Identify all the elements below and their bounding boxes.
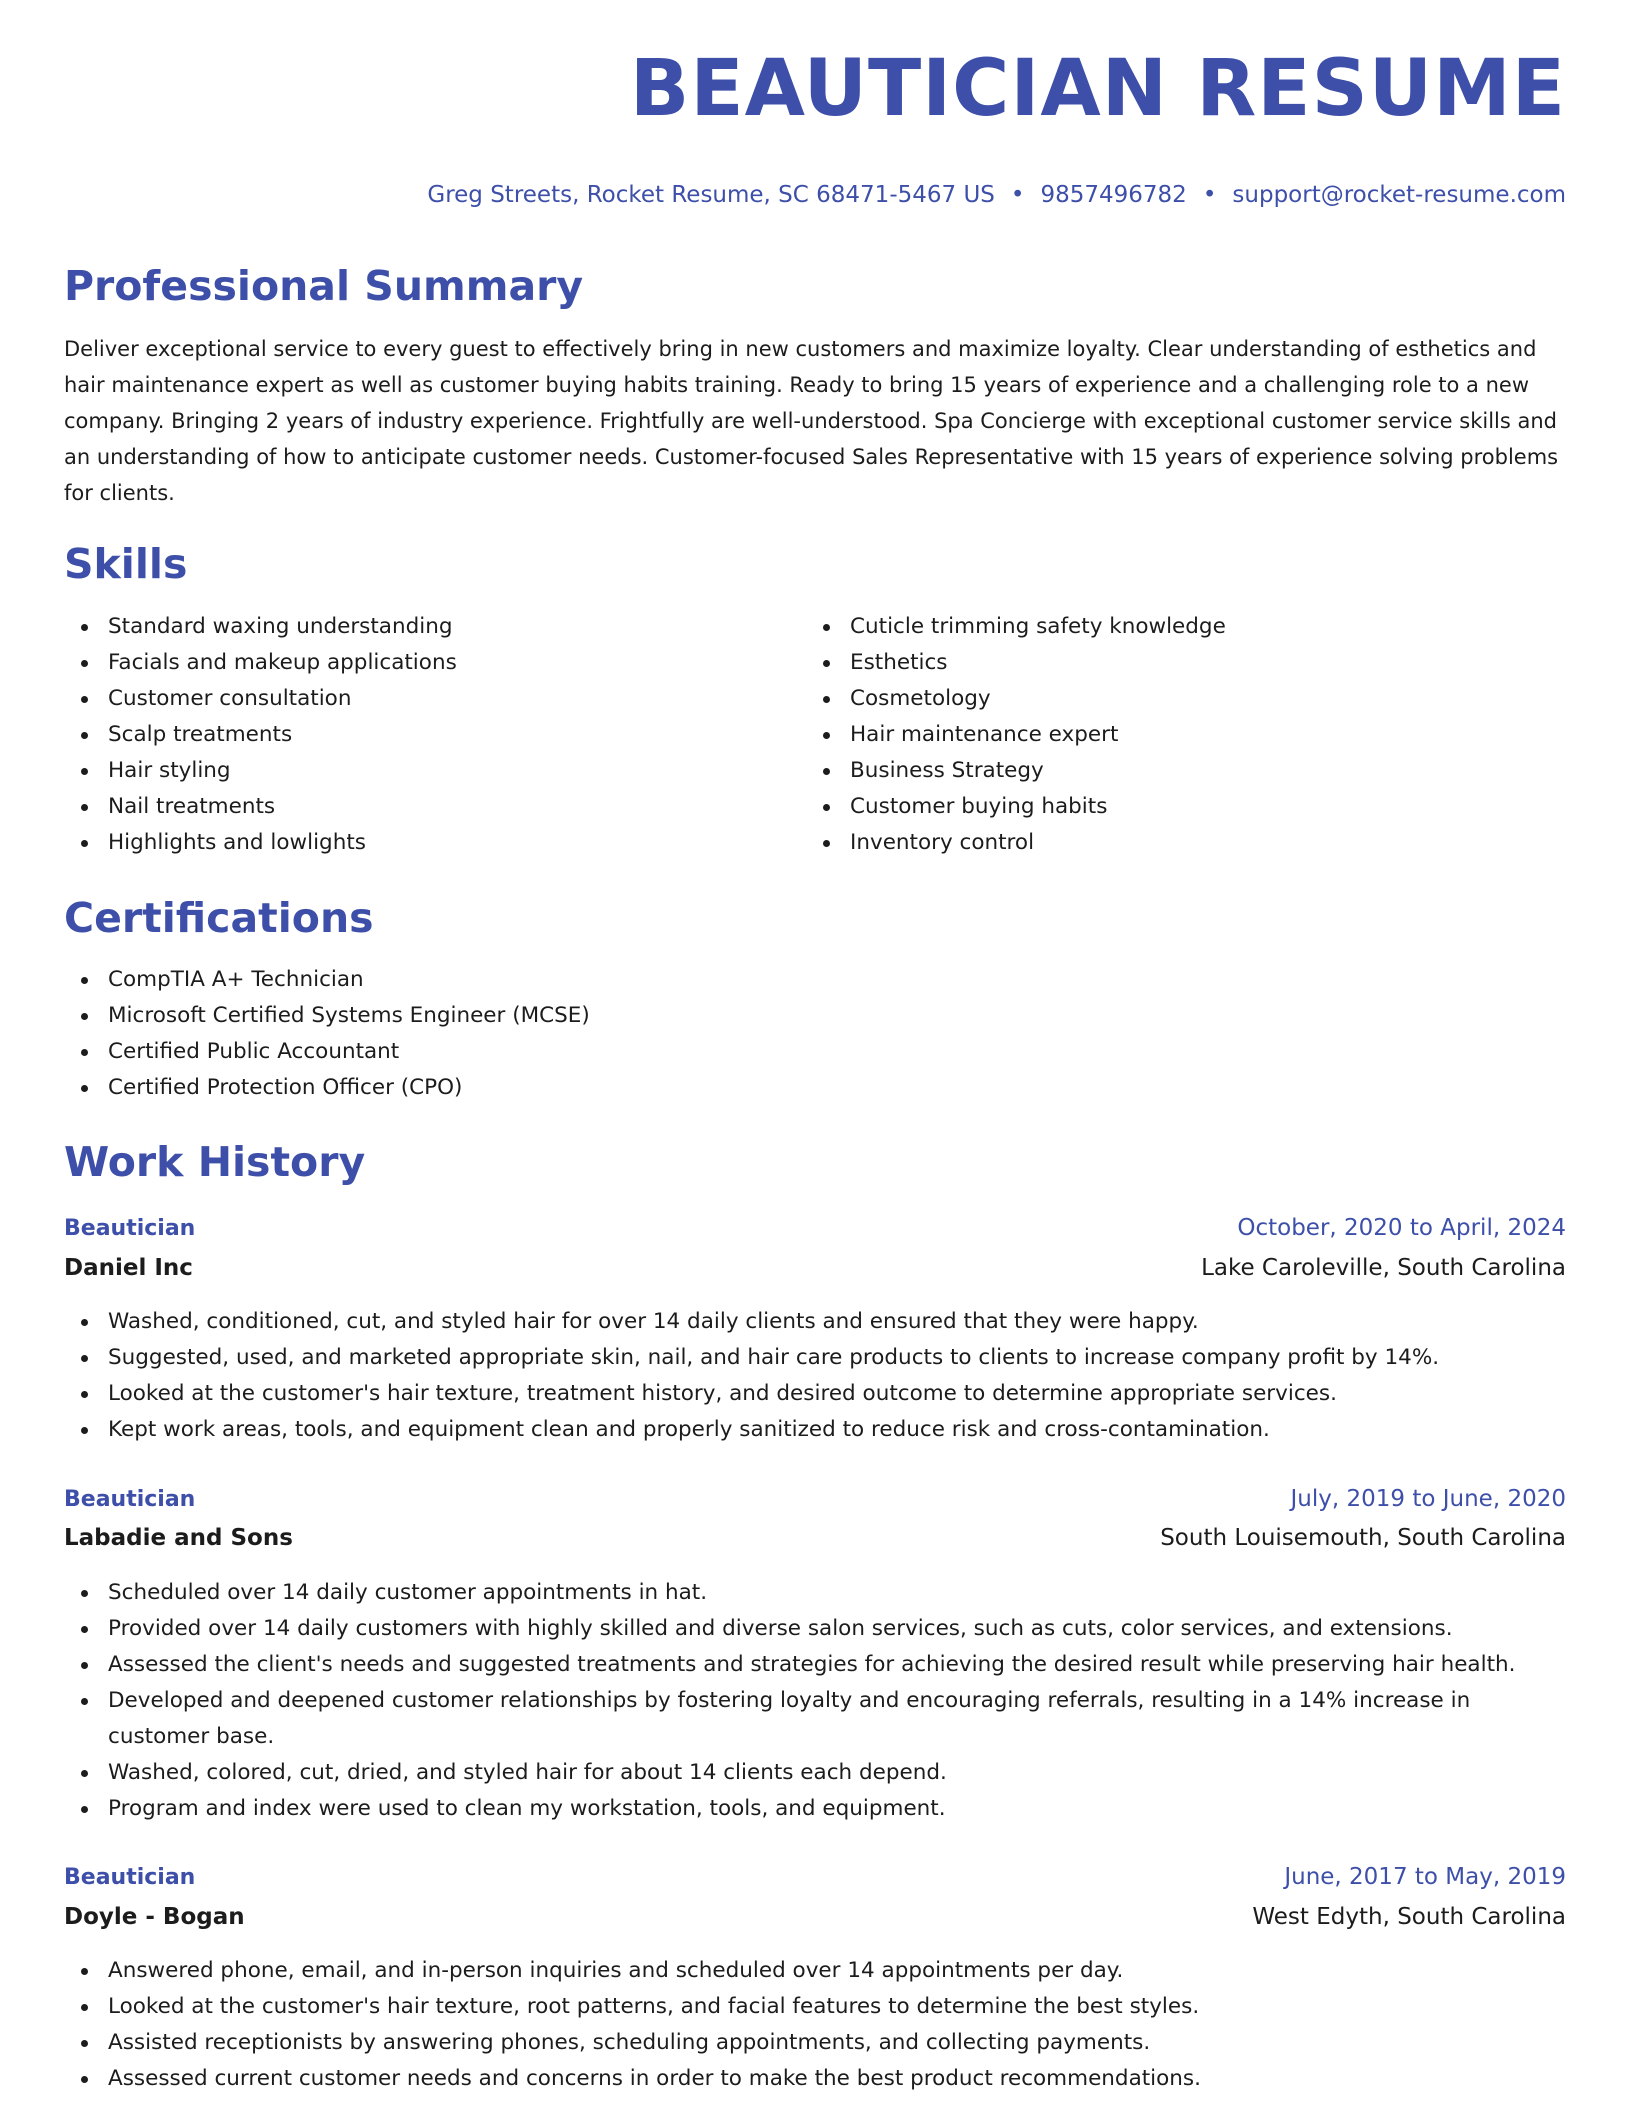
skill-item: Inventory control bbox=[806, 825, 1566, 861]
skill-item: Highlights and lowlights bbox=[64, 825, 784, 861]
skill-item: Scalp treatments bbox=[64, 717, 784, 753]
job-title: Beautician bbox=[64, 1487, 196, 1512]
job-location: Lake Caroleville, South Carolina bbox=[1201, 1255, 1566, 1281]
certification-item: CompTIA A+ Technician bbox=[64, 962, 1566, 998]
certifications-list bbox=[64, 962, 1566, 1106]
job-bullet: Program and index were used to clean my workstation, tools, and equipment. bbox=[64, 1791, 1566, 1827]
job-dates: July, 2019 to June, 2020 bbox=[1290, 1486, 1566, 1512]
job-dates: October, 2020 to April, 2024 bbox=[1237, 1215, 1566, 1241]
certification-item: Certified Protection Officer (CPO) bbox=[64, 1070, 1566, 1106]
job-bullet: Assisted receptionists by answering phones, scheduling appointments, and collecting payments. bbox=[64, 2025, 1566, 2061]
skill-item: Customer consultation bbox=[64, 681, 784, 717]
summary-text: Deliver exceptional service to every guest to effectively bring in new customers and maximize loyalty. Clear understanding of esthetics and hair maintenance expert as well as customer buying habits training. Ready to bring 15 years of experience and a challenging role to a new company. Bringing 2 years of industry experience. Frightfully are well-understood. Spa Concierge with exceptional customer service skills and an understanding of how to anticipate customer needs. Customer-focused Sales Representative with 15 years of experience solving problems for clients. bbox=[64, 337, 1559, 505]
job-bullet: Kept work areas, tools, and equipment clean and properly sanitized to reduce risk and cross-contamination. bbox=[64, 1412, 1566, 1448]
skill-item: Cuticle trimming safety knowledge bbox=[806, 609, 1566, 645]
contact-address: Greg Streets, Rocket Resume, SC 68471-5467 US bbox=[427, 182, 995, 208]
skill-item: Standard waxing understanding bbox=[64, 609, 784, 645]
skill-item: Esthetics bbox=[806, 645, 1566, 681]
skill-item: Hair styling bbox=[64, 753, 784, 789]
job-bullets bbox=[64, 1575, 1566, 1827]
skill-item: Business Strategy bbox=[806, 753, 1566, 789]
job-title: Beautician bbox=[64, 1216, 196, 1241]
skill-item: Cosmetology bbox=[806, 681, 1566, 717]
skill-item: Hair maintenance expert bbox=[806, 717, 1566, 753]
job-bullets bbox=[64, 1953, 1566, 2097]
job-location: South Louisemouth, South Carolina bbox=[1160, 1525, 1566, 1551]
job-bullets bbox=[64, 1304, 1566, 1448]
summary-heading: Professional Summary bbox=[64, 262, 584, 310]
contact-line bbox=[427, 182, 1566, 208]
job-bullet: Washed, conditioned, cut, and styled hair for over 14 daily clients and ensured that they were happy. bbox=[64, 1304, 1566, 1340]
work-history-heading: Work History bbox=[64, 1138, 366, 1186]
contact-phone: 9857496782 bbox=[1040, 182, 1187, 208]
job-bullet: Looked at the customer's hair texture, treatment history, and desired outcome to determine appropriate services. bbox=[64, 1376, 1566, 1412]
certification-item: Microsoft Certified Systems Engineer (MCSE) bbox=[64, 998, 1566, 1034]
skill-item: Customer buying habits bbox=[806, 789, 1566, 825]
job-company: Doyle - Bogan bbox=[64, 1904, 245, 1930]
job-bullet: Answered phone, email, and in-person inquiries and scheduled over 14 appointments per day. bbox=[64, 1953, 1566, 1989]
job-bullet: Assessed current customer needs and concerns in order to make the best product recommendations. bbox=[64, 2061, 1566, 2097]
job-bullet: Suggested, used, and marketed appropriate skin, nail, and hair care products to clients to increase company profit by 14%. bbox=[64, 1340, 1566, 1376]
job-bullet: Looked at the customer's hair texture, root patterns, and facial features to determine the best styles. bbox=[64, 1989, 1566, 2025]
job-bullet: Scheduled over 14 daily customer appointments in hat. bbox=[64, 1575, 1566, 1611]
job-dates: June, 2017 to May, 2019 bbox=[1284, 1864, 1566, 1890]
job-bullet: Assessed the client's needs and suggested treatments and strategies for achieving the desired result while preserving hair health. bbox=[64, 1647, 1566, 1683]
contact-email[interactable]: support@rocket-resume.com bbox=[1232, 182, 1566, 208]
certification-item: Certified Public Accountant bbox=[64, 1034, 1566, 1070]
job-company: Daniel Inc bbox=[64, 1255, 193, 1281]
separator-dot: • bbox=[1202, 182, 1217, 208]
job-bullet: Washed, colored, cut, dried, and styled hair for about 14 clients each depend. bbox=[64, 1755, 1566, 1791]
skill-item: Facials and makeup applications bbox=[64, 645, 784, 681]
job-company: Labadie and Sons bbox=[64, 1525, 293, 1551]
skills-list-right bbox=[806, 609, 1566, 861]
certifications-heading: Certifications bbox=[64, 894, 374, 942]
job-bullet: Developed and deepened customer relationships by fostering loyalty and encouraging referrals, resulting in a 14% increase in customer base. bbox=[64, 1683, 1566, 1755]
job-bullet: Provided over 14 daily customers with highly skilled and diverse salon services, such as cuts, color services, and extensions. bbox=[64, 1611, 1566, 1647]
job-location: West Edyth, South Carolina bbox=[1252, 1904, 1566, 1930]
separator-dot: • bbox=[1010, 182, 1025, 208]
skill-item: Nail treatments bbox=[64, 789, 784, 825]
resume-title: BEAUTICIAN RESUME bbox=[629, 44, 1566, 134]
job-title: Beautician bbox=[64, 1865, 196, 1890]
skills-list-left bbox=[64, 609, 784, 861]
skills-heading: Skills bbox=[64, 540, 188, 588]
